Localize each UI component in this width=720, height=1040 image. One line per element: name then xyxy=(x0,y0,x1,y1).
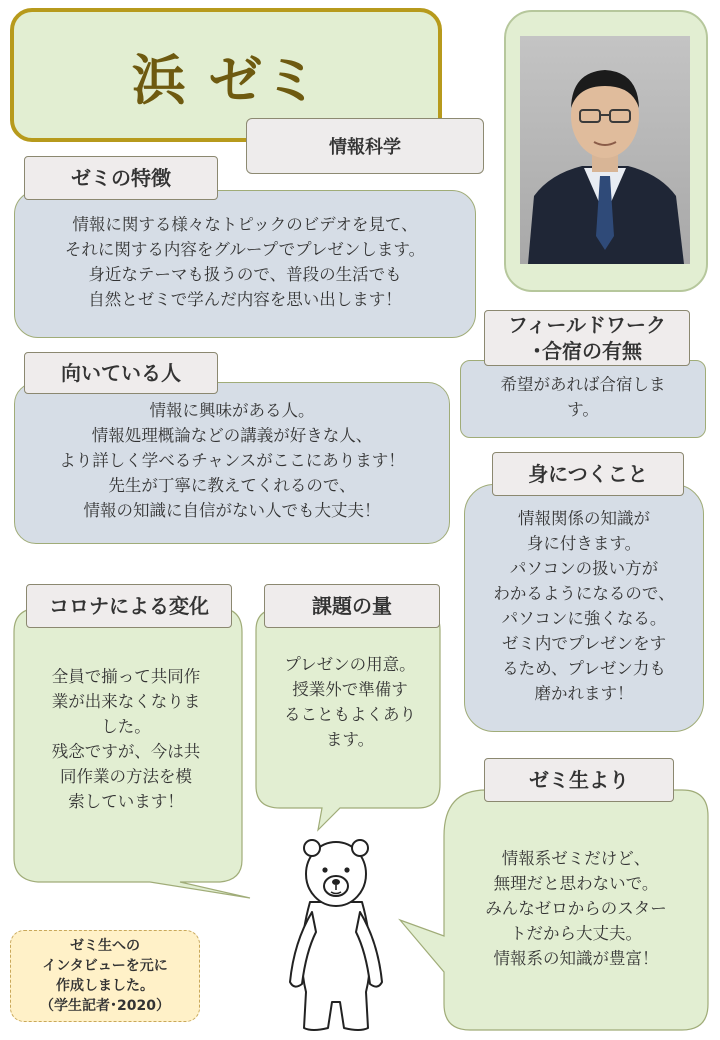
workload-label: 課題の量 xyxy=(264,584,440,628)
fieldwork-label: フィールドワーク ･合宿の有無 xyxy=(484,310,690,366)
field-label: 情報科学 xyxy=(246,118,484,174)
corona-text: 全員で揃って共同作 業が出来なくなりま した。 残念ですが、今は共 同作業の方法を模 索しています！ xyxy=(51,667,201,811)
fieldwork-text: 希望があれば合宿しま す。 xyxy=(500,375,666,419)
bear-illustration xyxy=(276,832,396,1034)
features-label: ゼミの特徴 xyxy=(24,156,218,200)
skills-label: 身につくこと xyxy=(492,452,684,496)
workload-text: プレゼンの用意。 授業外で準備す ることもよくあり ます。 xyxy=(284,655,416,749)
suited-text: 情報に興味がある人。 情報処理概論などの講義が好きな人、 より詳しく学べるチャンスがここにあります！ 先生が丁寧に教えてくれるので、 情報の知識に自信がない人でも大丈夫！ xyxy=(59,401,405,520)
suited-label: 向いている人 xyxy=(24,352,218,394)
students-text: 情報系ゼミだけど、 無理だと思わないで。 みんなゼロからのスター トだから大丈夫。 情報系の知識が豊富！ xyxy=(485,849,667,968)
students-label: ゼミ生より xyxy=(484,758,674,802)
source-note-text: ゼミ生への インタビューを元に 作成しました。 （学生記者･2020） xyxy=(40,938,170,1014)
features-text: 情報に関する様々なトピックのビデオを見て、 それに関する内容をグループでプレゼンします。 身近なテーマも扱うので、普段の生活でも 自然とゼミで学んだ内容を思い出します！ xyxy=(64,215,426,309)
skills-text: 情報関係の知識が 身に付きます。 パソコンの扱い方が わかるようになるので、 パソコンに強くなる。 ゼミ内でプレゼンをす るため、プレゼン力も 磨かれます！ xyxy=(493,509,675,703)
seminar-title: 浜 ゼミ xyxy=(131,49,321,112)
corona-label: コロナによる変化 xyxy=(26,584,232,628)
